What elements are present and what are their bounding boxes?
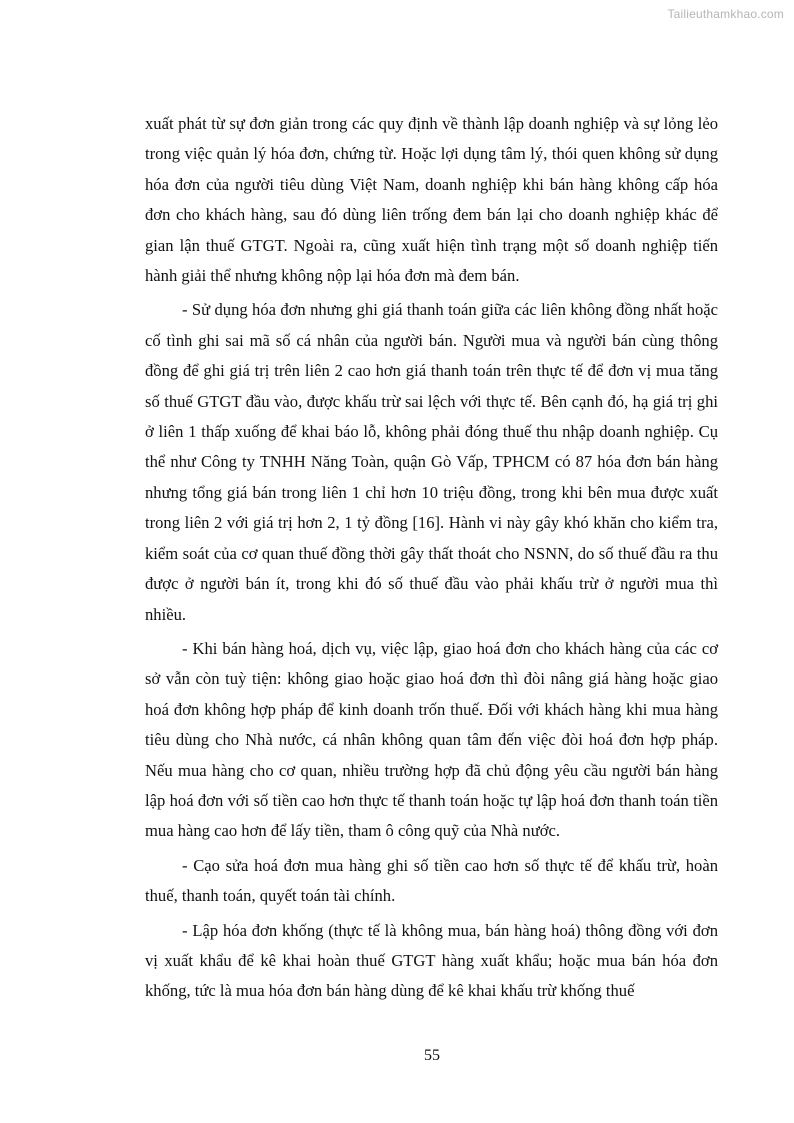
paragraph-invoice-alteration: - Cạo sửa hoá đơn mua hàng ghi số tiền cao hơn số thực tế để khấu trừ, hoàn thuế, thanh toán, quyết toán tài chính. [145,855,718,906]
paragraph-fake-invoice: - Lập hóa đơn khống (thực tế là không mua, bán hàng hoá) thông đồng với đơn vị xuất khẩu để kê khai hoàn thuế GTGT hàng xuất khẩu; hoặc mua bán hóa đơn khống, tức là mua hóa đơn bán hàng dùng để kê khai khấu trừ khống thuế [145,920,718,1001]
paragraph-invoice-issuance: - Khi bán hàng hoá, dịch vụ, việc lập, giao hoá đơn cho khách hàng của các cơ sở vẫn còn tuỳ tiện: không giao hoặc giao hoá đơn thì đòi nâng giá hàng hoặc giao hoá đơn không hợp pháp để kinh doanh trốn thuế. Đối với khách hàng khi mua hàng tiêu dùng cho Nhà nước, cá nhân không quan tâm đến việc đòi hoá đơn hợp pháp. Nếu mua hàng cho cơ quan, nhiều trường hợp đã chủ động yêu cầu người bán hàng lập hoá đơn với số tiền cao hơn thực tế thanh toán hoặc tự lập hoá đơn thanh toán tiền mua hàng cao hơn để lấy tiền, tham ô công quỹ của Nhà nước. [145,638,718,841]
page-number: 55 [424,1047,440,1064]
watermark-text: Tailieuthamkhao.com [667,7,784,21]
paragraph-continuation: xuất phát từ sự đơn giản trong các quy định về thành lập doanh nghiệp và sự lỏng lẻo trong việc quản lý hóa đơn, chứng từ. Hoặc lợi dụng tâm lý, thói quen không sử dụng hóa đơn của người tiêu dùng Việt Nam, doanh nghiệp khi bán hàng không cấp hóa đơn cho khách hàng, sau đó dùng liên trống đem bán lại cho doanh nghiệp khác để gian lận thuế GTGT. Ngoài ra, cũng xuất hiện tình trạng một số doanh nghiệp tiến hành giải thể nhưng không nộp lại hóa đơn mà đem bán. [145,114,718,286]
paragraph-invoice-price-mismatch: - Sử dụng hóa đơn nhưng ghi giá thanh toán giữa các liên không đồng nhất hoặc cố tình ghi sai mã số cá nhân của người bán. Người mua và người bán cùng thông đồng để ghi giá trị trên liên 2 cao hơn giá thanh toán trên thực tế để đơn vị mua tăng số thuế GTGT đầu vào, được khấu trừ sai lệch với thực tế. Bên cạnh đó, hạ giá trị ghi ở liên 1 thấp xuống để khai báo lỗ, không phải đóng thuế thu nhập doanh nghiệp. Cụ thể như Công ty TNHH Năng Toàn, quận Gò Vấp, TPHCM có 87 hóa đơn bán hàng nhưng tổng giá bán trong liên 1 chỉ hơn 10 triệu đồng, trong khi bên mua được xuất trong liên 2 với giá trị hơn 2, 1 tỷ đồng [16]. Hành vi này gây khó khăn cho kiểm tra, kiểm soát của cơ quan thuế đồng thời gây thất thoát cho NSNN, do số thuế đầu ra thu được ở người bán ít, trong khi đó số thuế đầu vào phải khấu trừ ở người mua thì nhiều. [145,300,718,624]
document-body [145,109,718,1011]
